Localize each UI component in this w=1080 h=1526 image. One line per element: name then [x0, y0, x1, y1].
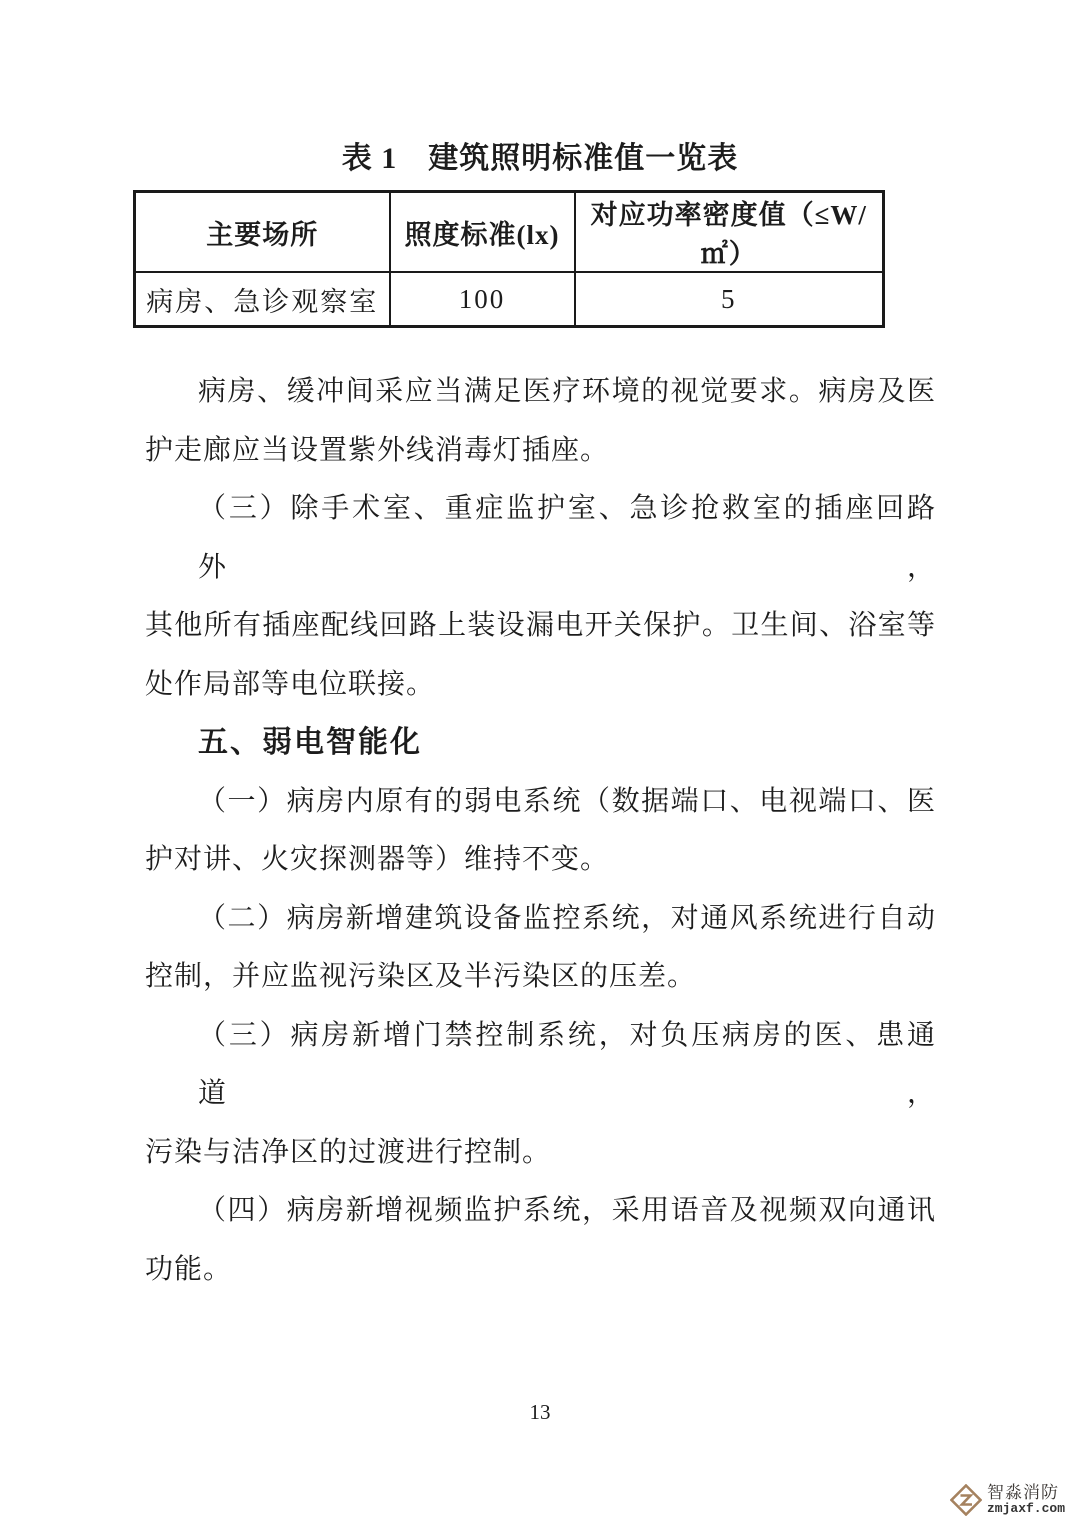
watermark-brand-name: 智淼消防 — [986, 1483, 1059, 1502]
body-line: （三）病房新增门禁控制系统，对负压病房的医、患通道， — [198, 1019, 936, 1109]
table-header-illuminance: 照度标准(lx) — [390, 192, 575, 273]
body-line: 护对讲、火灾探测器等）维持不变。 — [145, 844, 610, 875]
body-line: （二）病房新增建筑设备监控系统，对通风系统进行自动 — [198, 902, 936, 934]
body-line: 处作局部等电位联接。 — [145, 668, 436, 700]
body-line: （一）病房内原有的弱电系统（数据端口、电视端口、医 — [198, 785, 936, 817]
body-line: 功能。 — [145, 1253, 233, 1285]
body-line: 污染与洁净区的过渡进行控制。 — [145, 1136, 552, 1168]
watermark-site-url: zmjaxf.com — [986, 1501, 1065, 1516]
table-cell-power-density: 5 — [575, 272, 884, 327]
table-header-place: 主要场所 — [135, 192, 390, 273]
watermark-text — [987, 1483, 1065, 1516]
body-line: 控制，并应监视污染区及半污染区的压差。 — [145, 961, 697, 992]
table-cell-illuminance: 100 — [390, 272, 575, 327]
table-header-row — [135, 192, 884, 273]
body-line: 护走廊应当设置紫外线消毒灯插座。 — [145, 434, 610, 466]
table-row — [135, 272, 884, 327]
body-line: 其他所有插座配线回路上装设漏电开关保护。卫生间、浴室等 — [145, 610, 936, 641]
table-caption: 表 1 建筑照明标准值一览表 — [341, 142, 739, 175]
watermark — [950, 1483, 1065, 1516]
brand-logo-icon — [950, 1484, 982, 1516]
table-header-power-density: 对应功率密度值（≤W/㎡） — [575, 192, 884, 273]
standards-table — [133, 190, 885, 328]
body-text — [145, 363, 936, 1299]
body-line: （四）病房新增视频监护系统，采用语音及视频双向通讯 — [198, 1195, 936, 1226]
standards-table-container — [133, 190, 885, 328]
body-line: 病房、缓冲间采应当满足医疗环境的视觉要求。病房及医 — [198, 376, 936, 407]
body-line: （三）除手术室、重症监护室、急诊抢救室的插座回路外， — [198, 493, 936, 583]
section-heading: 五、弱电智能化 — [198, 726, 422, 759]
page-number: 13 — [529, 1400, 551, 1424]
table-cell-place: 病房、急诊观察室 — [135, 272, 390, 327]
